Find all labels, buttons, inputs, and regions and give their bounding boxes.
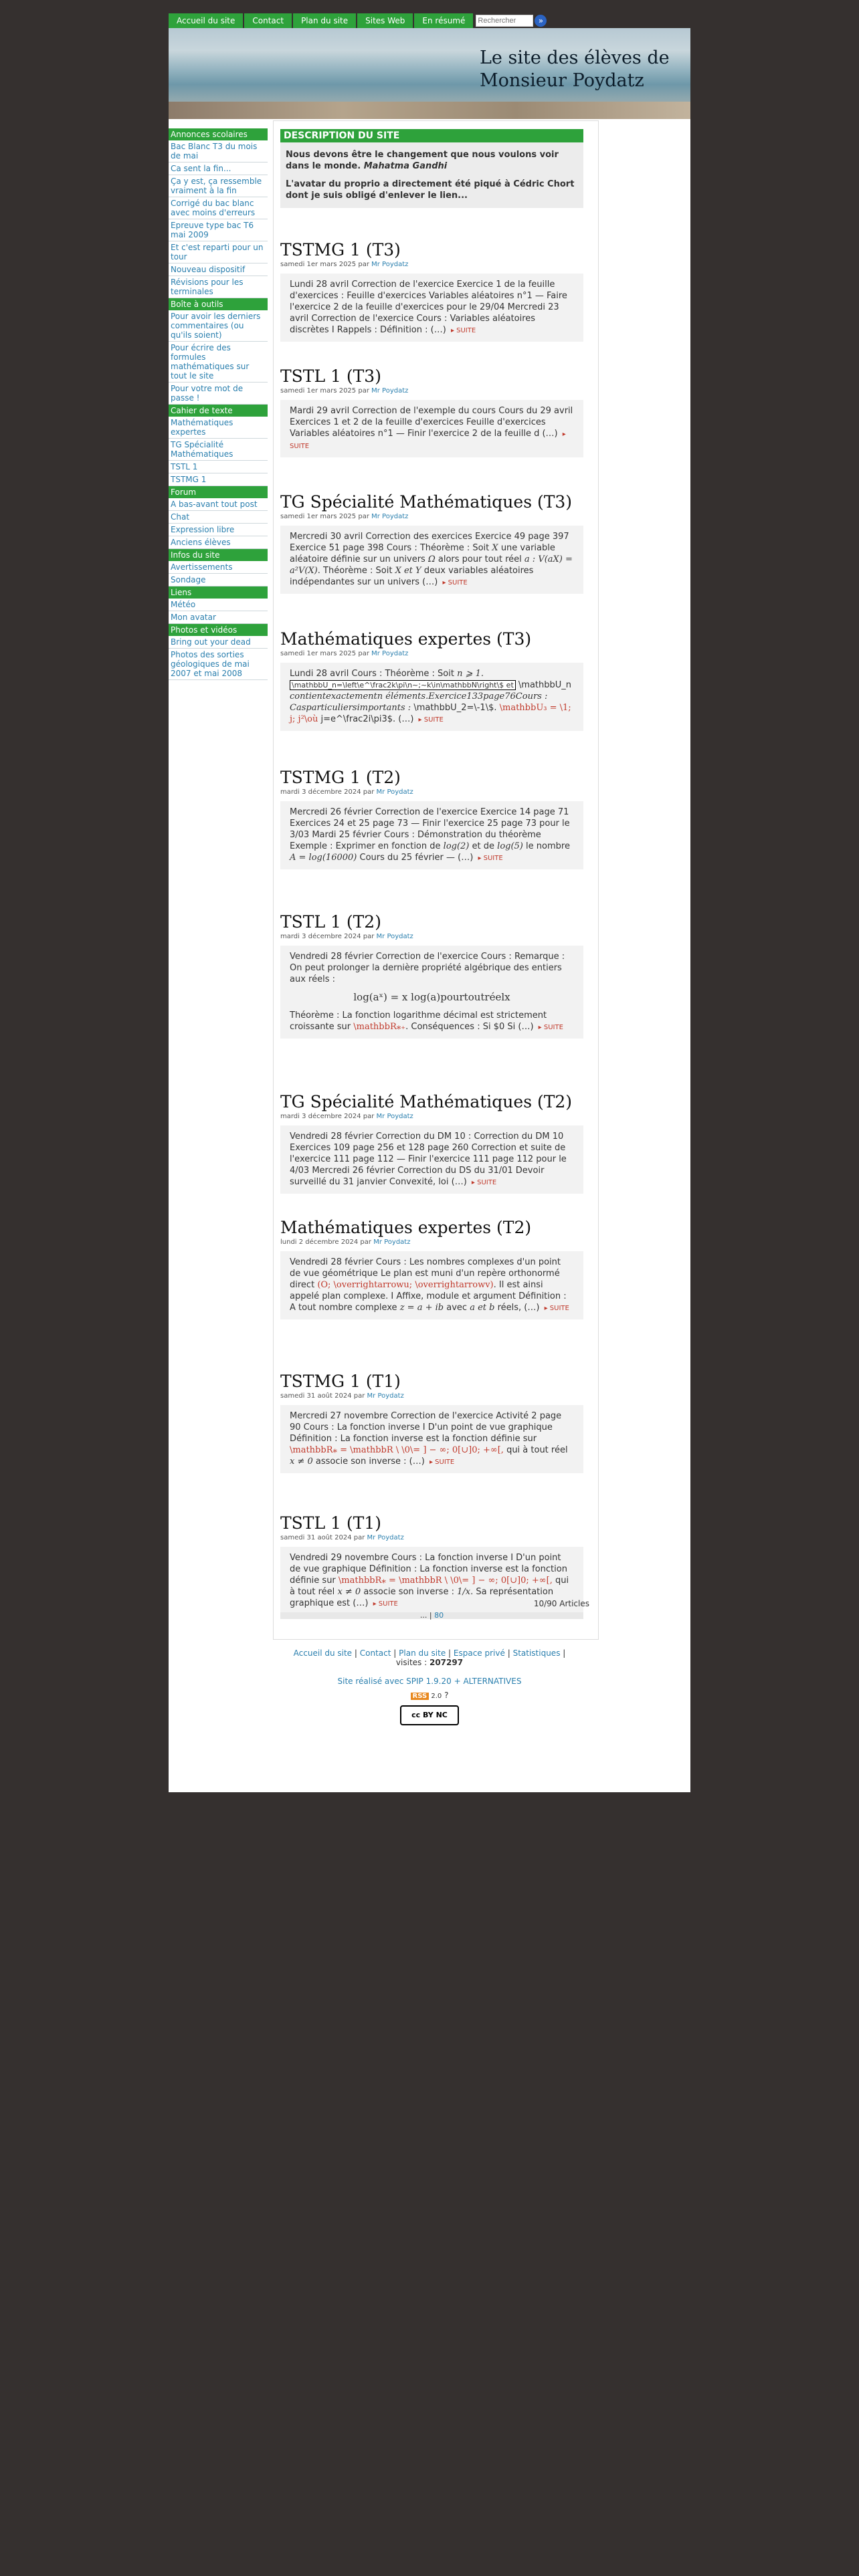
article-date: samedi 1er mars 2025 <box>280 387 357 395</box>
summary-text: deux variables aléatoires indépendantes sur un univers (…) <box>290 566 534 587</box>
footer-sep: | <box>354 1648 357 1658</box>
footer-sitemap-link[interactable]: Plan du site <box>399 1648 446 1658</box>
article-date: samedi 31 août 2024 <box>280 1392 352 1400</box>
article-meta <box>280 649 583 659</box>
summary-text: et de <box>472 841 495 851</box>
main-content <box>273 120 599 1640</box>
article <box>280 492 583 594</box>
summary-text: associe son inverse : (…) <box>315 1457 425 1467</box>
sidebar-head-infos[interactable]: Infos du site <box>169 549 268 561</box>
banner-shore <box>169 102 690 119</box>
summary-text: Vendredi 28 février Correction de l'exercice Cours : Remarque : On peut prolonger la dernière propriété algébrique des entiers aux réels : <box>290 952 565 984</box>
read-more-link[interactable]: ▸ SUITE <box>290 431 566 450</box>
article-meta <box>280 1112 583 1121</box>
article <box>280 629 583 731</box>
article-count: 10/90 Articles <box>533 1599 589 1608</box>
nav-home[interactable]: Accueil du site <box>169 13 243 28</box>
footer <box>169 1648 690 1725</box>
read-more-label: SUITE <box>543 1024 563 1031</box>
math-expr: x ≠ 0 <box>337 1587 361 1597</box>
read-more-label: SUITE <box>456 327 476 334</box>
summary-text: \mathbbU_n <box>518 680 572 690</box>
summary-text: associe son inverse : <box>363 1587 454 1597</box>
article <box>280 1218 583 1319</box>
summary-text: Lundi 28 avril Correction de l'exercice Exercice 1 de la feuille d'exercices : Feuille d'exercices Variables aléatoires n°1 — Faire l'exercice 2 de la feuille d'exercices pour le 29/04 Mercredi 23 avril Correction de l'exercice Cours : Variables aléatoires discrètes I Rappels : Définition : (…) <box>290 280 567 335</box>
sidebar-item[interactable]: Mathématiques expertes <box>169 417 268 439</box>
by-label: par <box>353 1392 365 1400</box>
article-meta <box>280 1238 583 1247</box>
math-expr: log(5) <box>497 841 523 851</box>
top-nav <box>169 13 690 28</box>
rss-icon[interactable] <box>411 1693 442 1700</box>
article-author[interactable]: Mr Poydatz <box>367 1392 404 1400</box>
article <box>280 240 583 342</box>
summary-text: . Il est ainsi appelé plan complexe. I Affixe, module et argument Définition : A tout nombre complexe <box>290 1280 567 1313</box>
pagination-page[interactable]: 80 <box>434 1611 444 1620</box>
pagination-sep: | <box>429 1611 432 1620</box>
math-expr: a et b <box>470 1303 495 1313</box>
math-fraction: 1/x <box>457 1587 471 1597</box>
by-label: par <box>358 513 369 520</box>
article-author[interactable]: Mr Poydatz <box>371 261 409 268</box>
math-expr: A = log(16000) <box>290 853 357 863</box>
article-meta <box>280 1533 583 1543</box>
read-more-link[interactable]: ▸ SUITE <box>478 855 503 862</box>
read-more-link[interactable]: ▸ SUITE <box>538 1024 563 1031</box>
site-title-line2: Monsieur Poydatz <box>480 70 644 91</box>
sidebar-item[interactable]: Ca sent la fin... <box>169 163 268 175</box>
read-more-label: SUITE <box>483 855 503 862</box>
read-more-link[interactable]: ▸ SUITE <box>442 579 468 586</box>
read-more-label: SUITE <box>423 716 444 724</box>
summary-text: . Théorème : Soit <box>317 566 393 576</box>
summary-text: le nombre <box>526 841 570 851</box>
read-more-link[interactable]: ▸ SUITE <box>544 1305 569 1312</box>
site-title <box>480 47 680 92</box>
summary-text: \mathbbU_2=\-1\$. <box>413 703 497 713</box>
footer-sep: | <box>563 1648 566 1658</box>
math-expr: z = a + ib <box>399 1303 444 1313</box>
footer-sep: | <box>507 1648 510 1658</box>
sidebar-item[interactable]: Expression libre <box>169 524 268 536</box>
rss-badge: RSS <box>411 1693 430 1700</box>
summary-text: Mercredi 30 avril Correction des exercices Exercice 49 page 397 Exercice 51 page 398 Cours : Théorème : Soit <box>290 532 569 553</box>
article-date: samedi 1er mars 2025 <box>280 513 357 520</box>
math-expr: Ω <box>427 554 436 564</box>
read-more-link[interactable]: ▸ SUITE <box>373 1600 398 1608</box>
math-expr: x ≠ 0 <box>290 1457 313 1467</box>
article-summary <box>280 801 583 869</box>
article-date: samedi 1er mars 2025 <box>280 261 357 268</box>
sidebar-head-annonces[interactable]: Annonces scolaires <box>169 128 268 140</box>
article-meta <box>280 387 583 396</box>
article-title[interactable]: TSTMG 1 (T2) <box>280 768 401 787</box>
summary-text: une variable aléatoire définie sur un univers <box>290 543 555 564</box>
article-title[interactable]: TSTL 1 (T2) <box>280 912 381 932</box>
sidebar-item[interactable]: Pour écrire des formules mathématiques sur tout le site <box>169 342 268 383</box>
footer-links <box>169 1648 690 1658</box>
article-summary <box>280 400 583 457</box>
sidebar-head-photos[interactable]: Photos et vidéos <box>169 624 268 636</box>
summary-text: Théorème : La fonction logarithme décimal est strictement croissante sur <box>290 1010 547 1032</box>
summary-text: qui à tout réel <box>290 1576 569 1597</box>
summary-text: . Sa représentation graphique est (…) <box>290 1587 554 1608</box>
summary-text: Si (…) <box>507 1022 534 1032</box>
article-date: lundi 2 décembre 2024 <box>280 1239 359 1246</box>
spip-credit[interactable]: Site réalisé avec SPIP 1.9.20 + ALTERNATIVES <box>337 1677 522 1686</box>
footer-contact-link[interactable]: Contact <box>359 1648 391 1658</box>
sidebar-item[interactable]: Photos des sorties géologiques de mai 2007 et mai 2008 <box>169 649 268 680</box>
pagination <box>280 1612 583 1619</box>
math-expr: a : V(aX) = a²V(X) <box>290 554 573 576</box>
sidebar-item[interactable]: Avertissements <box>169 561 268 574</box>
article-title[interactable]: TSTL 1 (T3) <box>280 366 381 386</box>
rss-row <box>169 1686 690 1700</box>
by-label: par <box>358 650 369 657</box>
article-author[interactable]: Mr Poydatz <box>371 650 409 657</box>
article-summary <box>280 1405 583 1473</box>
article <box>280 768 583 869</box>
article-title[interactable]: TG Spécialité Mathématiques (T3) <box>280 492 573 512</box>
read-more-link[interactable]: ▸ SUITE <box>471 1179 497 1186</box>
summary-text: . Conséquences : Si $0 <box>405 1022 505 1032</box>
math-expr: X <box>492 543 498 553</box>
article-author[interactable]: Mr Poydatz <box>371 513 409 520</box>
footer-home-link[interactable]: Accueil du site <box>293 1648 353 1658</box>
by-label: par <box>358 387 369 395</box>
by-label: par <box>363 788 375 796</box>
footer-sep: | <box>448 1648 452 1658</box>
description-quote <box>286 149 578 172</box>
article-summary <box>280 663 583 731</box>
article-summary <box>280 1125 583 1194</box>
footer-private-link[interactable]: Espace privé <box>453 1648 505 1658</box>
by-label: par <box>363 933 375 940</box>
summary-text: Mercredi 27 novembre Correction de l'exercice Activité 2 page 90 Cours : La fonction inverse I D'un point de vue graphique Définition : La fonction inverse est la fonction définie sur <box>290 1411 562 1444</box>
fraction-num: 1 <box>457 1587 463 1597</box>
visit-counter <box>169 1658 690 1667</box>
article-title[interactable]: Mathématiques expertes (T2) <box>280 1218 532 1237</box>
by-label: par <box>353 1534 365 1541</box>
site-description <box>280 129 583 208</box>
search-input[interactable] <box>476 15 533 27</box>
summary-text: Vendredi 28 février Correction du DM 10 : Correction du DM 10 Exercices 109 page 256 et 128 page 260 Correction et suite de l'exercice 111 page 112 — Finir l'exercice 111 page 112 pour le 4/03 Mercredi 26 février Correction du DS du 31/01 Devoir surveillé du 31 janvier Convexité, loi (…) <box>290 1132 567 1187</box>
article-title[interactable]: TG Spécialité Mathématiques (T2) <box>280 1092 573 1111</box>
read-more-label: SUITE <box>477 1179 497 1186</box>
nav-contact[interactable]: Contact <box>244 13 292 28</box>
sidebar-head-cahier[interactable]: Cahier de texte <box>169 405 268 417</box>
article-title[interactable]: TSTMG 1 (T1) <box>280 1372 401 1391</box>
read-more-label: SUITE <box>378 1600 398 1608</box>
avatar-note: L'avatar du proprio a directement été piqué à Cédric Chort dont je suis obligé d'enlever le lien... <box>286 179 575 201</box>
creative-commons-icon[interactable]: cc BY NC <box>400 1705 459 1725</box>
nav-summary[interactable]: En résumé <box>414 13 473 28</box>
article-title[interactable]: TSTL 1 (T1) <box>280 1513 381 1533</box>
summary-text: qui à tout réel <box>506 1445 568 1455</box>
sidebar-item[interactable]: Ça y est, ça ressemble vraiment à la fin <box>169 175 268 197</box>
article-summary <box>280 274 583 342</box>
latex-error-box: \mathbbU_n=\left\e^\frac2k\pi\n~;~k\in\mathbbN\right\$ et <box>290 680 516 690</box>
summary-text: réels, (…) <box>497 1303 540 1313</box>
sidebar-item[interactable]: Pour votre mot de passe ! <box>169 383 268 405</box>
sidebar-head-toolbox[interactable]: Boîte à outils <box>169 298 268 310</box>
sidebar-head-forum[interactable]: Forum <box>169 486 268 498</box>
sidebar-item[interactable]: A bas-avant tout post <box>169 498 268 511</box>
article-date: mardi 3 décembre 2024 <box>280 933 361 940</box>
sidebar-item[interactable]: Chat <box>169 511 268 524</box>
help-icon[interactable]: ? <box>444 1691 449 1700</box>
math-expr: (O; \overrightarrowu; \overrightarrowv) <box>317 1280 494 1290</box>
math-expr: \mathbbR⁎ = \mathbbR \ \0\= ] − ∞; 0[∪]0; +∞[, <box>338 1576 553 1586</box>
read-more-link[interactable]: ▸ SUITE <box>450 327 476 334</box>
math-expr: log(2) <box>443 841 470 851</box>
sidebar-item[interactable]: TG Spécialité Mathématiques <box>169 439 268 461</box>
article <box>280 1372 583 1473</box>
sidebar-item[interactable]: Bac Blanc T3 du mois de mai <box>169 140 268 163</box>
article <box>280 912 583 1039</box>
summary-text: Vendredi 28 février Cours : Les nombres complexes d'un point de vue géométrique Le plan est muni d'un repère orthonormé direct <box>290 1257 561 1290</box>
sidebar-item[interactable]: TSTMG 1 <box>169 473 268 486</box>
sidebar-item[interactable]: Anciens élèves <box>169 536 268 549</box>
summary-text: j=e^\frac2i\pi3$. (…) <box>320 714 414 724</box>
quote-author: Mahatma Gandhi <box>363 161 448 171</box>
summary-text: Mercredi 26 février Correction de l'exercice Exercice 14 page 71 Exercices 24 et 25 page 73 — Finir l'exercice 25 page 73 pour le 3/03 Mardi 25 février Cours : Démonstration du théorème Exemple : Exprimer en fonction de <box>290 807 570 851</box>
sidebar-item[interactable]: TSTL 1 <box>169 461 268 473</box>
sidebar-item[interactable]: Pour avoir les derniers commentaires (ou qu'ils soient) <box>169 310 268 342</box>
article-author[interactable]: Mr Poydatz <box>376 788 413 796</box>
sidebar-item[interactable]: Bring out your dead <box>169 636 268 649</box>
article-title[interactable]: Mathématiques expertes (T3) <box>280 629 532 649</box>
math-formula: log(aˣ) = x log(a)pourtoutréelx <box>353 991 510 1003</box>
article-date: samedi 31 août 2024 <box>280 1534 352 1541</box>
description-body <box>280 142 583 208</box>
article-meta <box>280 512 583 522</box>
rss-version: 2.0 <box>431 1693 442 1700</box>
read-more-label: SUITE <box>435 1459 455 1466</box>
search-go-icon[interactable]: » <box>535 15 547 27</box>
article-title[interactable]: TSTMG 1 (T3) <box>280 240 401 259</box>
site-banner <box>169 28 690 119</box>
read-more-label: SUITE <box>290 443 310 450</box>
by-label: par <box>358 261 369 268</box>
by-label: par <box>360 1239 371 1246</box>
article-meta <box>280 932 583 942</box>
visits-label: visites : <box>395 1658 427 1667</box>
math-expr: contientexactementn éléments.Exercice133page76Cours : Casparticuliersimportants : <box>290 691 548 713</box>
read-more-link[interactable]: ▸ SUITE <box>429 1459 455 1466</box>
article-meta <box>280 788 583 797</box>
math-expr: X et Y <box>395 566 421 576</box>
footer-stats-link[interactable]: Statistiques <box>512 1648 561 1658</box>
math-expr: n ⩾ 1. <box>457 669 484 679</box>
article-author[interactable]: Mr Poydatz <box>373 1239 411 1246</box>
article-author[interactable]: Mr Poydatz <box>367 1534 404 1541</box>
sidebar-item[interactable]: Météo <box>169 599 268 611</box>
nav-sitemap[interactable]: Plan du site <box>293 13 356 28</box>
read-more-link[interactable]: ▸ SUITE <box>418 716 444 724</box>
sidebar-item[interactable]: Révisions pour les terminales <box>169 276 268 298</box>
math-expr: \mathbbU₃ = \1; j; j²\où <box>290 703 571 724</box>
sidebar-item[interactable]: Epreuve type bac T6 mai 2009 <box>169 219 268 241</box>
article-meta <box>280 260 583 270</box>
article-summary <box>280 946 583 1039</box>
read-more-label: SUITE <box>448 579 468 586</box>
read-more-label: SUITE <box>549 1305 569 1312</box>
visits-value: 207297 <box>429 1658 464 1667</box>
site-title-line1: Le site des élèves de <box>480 47 670 68</box>
article-summary <box>280 526 583 594</box>
math-expr: \mathbbR⁎₊ <box>353 1022 406 1032</box>
quote-text: Nous devons être le changement que nous voulons voir dans le monde. <box>286 150 559 171</box>
page-wrapper <box>169 13 690 1792</box>
pagination-ellipsis: ... <box>419 1611 427 1620</box>
summary-text: Mardi 29 avril Correction de l'exemple du cours Cours du 29 avril Exercices 1 et 2 de la feuille d'exercices Feuille d'exercices Variables aléatoires n°1 — Finir l'exercice 2 de la feuille d (…) <box>290 406 573 439</box>
search-box <box>476 15 547 27</box>
article-author[interactable]: Mr Poydatz <box>371 387 409 395</box>
article-author[interactable]: Mr Poydatz <box>376 1113 413 1120</box>
sidebar-item[interactable]: Nouveau dispositif <box>169 263 268 276</box>
sidebar-item[interactable]: Mon avatar <box>169 611 268 624</box>
article-date: mardi 3 décembre 2024 <box>280 1113 361 1120</box>
summary-text: Cours du 25 février — (…) <box>359 853 474 863</box>
fraction-den: x <box>465 1587 471 1597</box>
sidebar-item[interactable]: Sondage <box>169 574 268 586</box>
footer-sep: | <box>393 1648 397 1658</box>
article <box>280 366 583 457</box>
summary-text: Vendredi 29 novembre Cours : La fonction inverse I D'un point de vue graphique Définition : La fonction inverse est la fonction définie sur <box>290 1553 567 1586</box>
description-heading: DESCRIPTION DU SITE <box>280 129 583 142</box>
sidebar-item[interactable]: Et c'est reparti pour un tour <box>169 241 268 263</box>
article-summary <box>280 1251 583 1319</box>
article-date: mardi 3 décembre 2024 <box>280 788 361 796</box>
article-meta <box>280 1392 583 1401</box>
summary-text: avec <box>446 1303 468 1313</box>
sidebar-item[interactable]: Corrigé du bac blanc avec moins d'erreurs <box>169 197 268 219</box>
summary-text: Lundi 28 avril Cours : Théorème : Soit <box>290 669 454 679</box>
sidebar <box>169 128 268 680</box>
by-label: par <box>363 1113 375 1120</box>
article-date: samedi 1er mars 2025 <box>280 650 357 657</box>
sidebar-head-liens[interactable]: Liens <box>169 586 268 599</box>
math-expr: \mathbbR⁎ = \mathbbR \ \0\= ] − ∞; 0[∪]0; +∞[, <box>290 1445 504 1455</box>
article-author[interactable]: Mr Poydatz <box>376 933 413 940</box>
summary-text: alors pour tout réel <box>438 554 522 564</box>
article <box>280 1092 583 1194</box>
nav-websites[interactable]: Sites Web <box>357 13 413 28</box>
